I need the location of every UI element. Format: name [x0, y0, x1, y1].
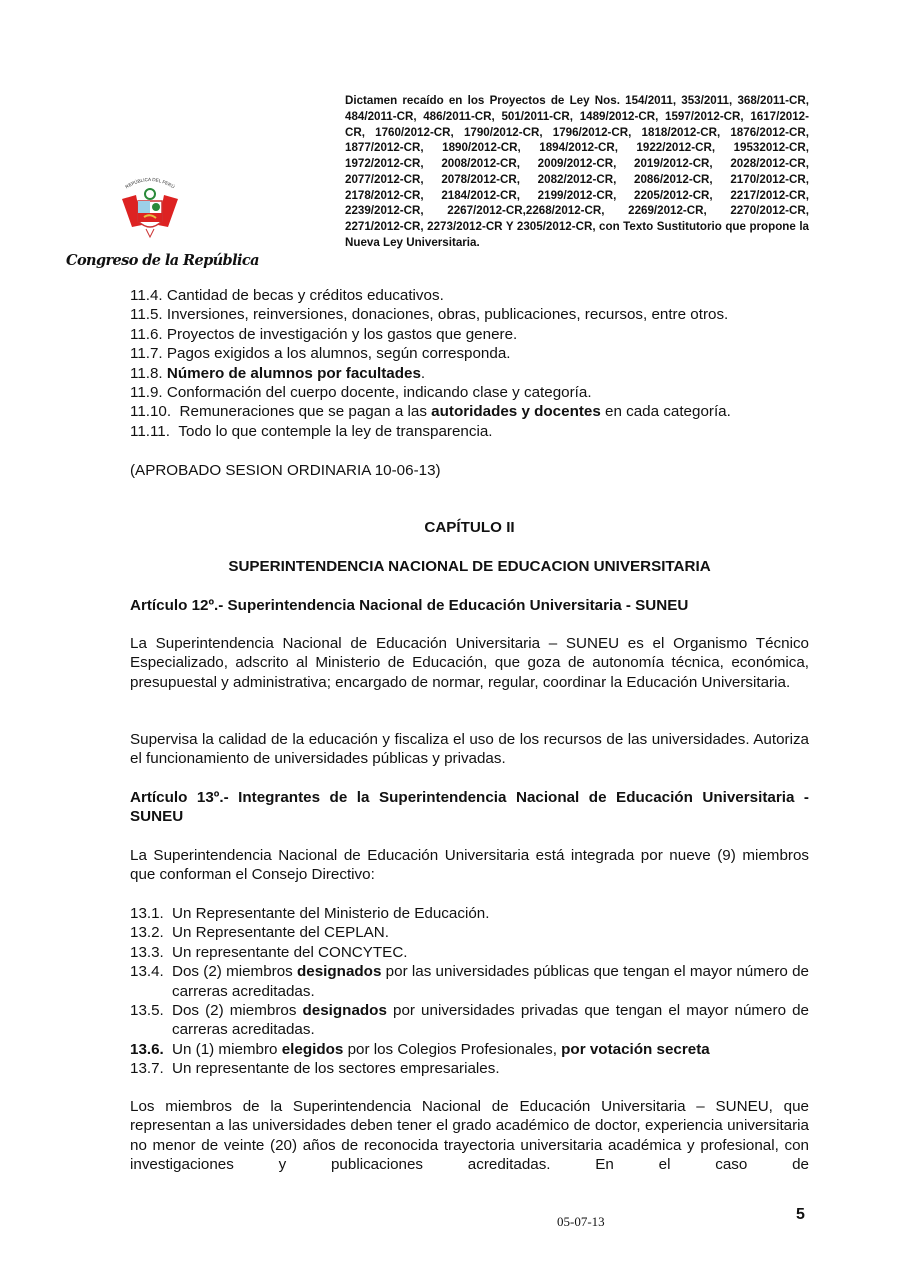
item-text — [172, 1059, 809, 1078]
item-number: 11.5. — [130, 306, 167, 324]
list-item — [130, 904, 809, 923]
congreso-logo-caption: Congreso de la República — [66, 252, 259, 269]
item-text-part: Un representante del CONCYTEC. — [172, 943, 408, 961]
item-text-part: Un representante de los sectores empresariales. — [172, 1060, 500, 1078]
item-text-part: Un (1) miembro — [172, 1040, 282, 1058]
item-text-part: designados — [302, 1002, 387, 1020]
item-number: 11.6. — [130, 325, 167, 343]
page-number: 5 — [796, 1206, 805, 1223]
item-text-bold: Número de alumnos por facultades — [166, 364, 421, 382]
item-text-part: por universidades privadas que tengan el mayor número de carreras acreditadas. — [172, 1002, 809, 1039]
list-item — [130, 364, 809, 383]
article-13-title: Artículo 13º.- Integrantes de la Superintendencia Nacional de Educación Universitaria - SUNEU — [130, 789, 809, 826]
item-number: 13.5. — [130, 1002, 164, 1020]
list-item — [130, 305, 809, 324]
chapter-heading: CAPÍTULO II — [424, 519, 515, 536]
item-text — [167, 383, 592, 402]
list-item — [130, 1001, 809, 1040]
item-text — [180, 402, 731, 421]
list-item — [130, 286, 809, 305]
item-text-part: por las universidades públicas que tengan el mayor número de carreras acreditadas. — [172, 963, 809, 1000]
item-number: 13.2. — [130, 924, 164, 942]
item-number: 11.4. — [130, 287, 167, 304]
item-text — [167, 325, 517, 344]
list-item — [130, 962, 809, 1001]
list-item — [130, 943, 809, 962]
article-12-title: Artículo 12º.- Superintendencia Nacional de Educación Universitaria - SUNEU — [130, 597, 689, 614]
item-number: 13.7. — [130, 1060, 164, 1078]
item-text-part: por votación secreta — [561, 1040, 710, 1058]
item-number: 11.7. — [130, 345, 167, 363]
list-item — [130, 923, 809, 942]
item-text-pre: Proyectos de investigación y los gastos que genere. — [166, 325, 518, 343]
item-text-pre: Pagos exigidos a los alumnos, según corresponda. — [166, 345, 511, 363]
article-12-paragraph-2: Supervisa la calidad de la educación y fiscaliza el uso de los recursos de las universidades. Autoriza el funcionamiento de universidades públicas y privadas. — [130, 731, 809, 768]
item-text-pre: Todo lo que contemple la ley de transparencia. — [178, 422, 493, 440]
item-text — [172, 943, 809, 962]
item-text-part: elegidos — [281, 1040, 344, 1058]
dictamen-header: Dictamen recaído en los Proyectos de Ley Nos. 154/2011, 353/2011, 368/2011-CR, 484/2011-CR, 486/2011-CR, 501/2011-CR, 1489/2012-CR, 1597/2012-CR, 1617/2012-CR, 1760/2012-CR, 1790/2012-CR, 1796/2012-CR, 1818/2012-CR, 1876/2012-CR, 1877/2012-CR, 1890/2012-CR, 1894/2012-CR, 1922/2012-CR, 19532012-CR, 1972/2012-CR, 2008/2012-CR, 2009/2012-CR, 2019/2012-CR, 2028/2012-CR, 2077/2012-CR, 2078/2012-CR, 2082/2012-CR, 2086/2012-CR, 2170/2012-CR, 2178/2012-CR, 2184/2012-CR, 2199/2012-CR, 2205/2012-CR, 2217/2012-CR, 2239/2012-CR, 2267/2012-CR,2268/2012-CR, 2269/2012-CR, 2270/2012-CR, 2271/2012-CR, 2273/2012-CR Y 2305/2012-CR, con Texto Sustitutorio que propone la Nueva Ley Universitaria. — [345, 94, 809, 249]
list-11 — [130, 286, 809, 441]
crest-text-path: REPÚBLICA DEL PERÚ — [124, 176, 176, 190]
item-text — [167, 305, 728, 324]
item-text-part: designados — [297, 963, 382, 981]
item-text — [178, 422, 492, 441]
item-number: 13.4. — [130, 963, 164, 981]
item-text — [172, 1040, 809, 1059]
article-12-paragraph-1: La Superintendencia Nacional de Educación Universitaria – SUNEU es el Organismo Técnico Especializado, adscrito al Ministerio de Educación, que goza de autonomía técnica, económica, presupuestal y administrativa; encargado de normar, regular, coordinar la Educación Universitaria. — [130, 635, 809, 691]
item-number: 11.10. — [130, 403, 180, 421]
item-number: 13.6. — [130, 1040, 164, 1058]
item-text — [172, 923, 809, 942]
list-item — [130, 325, 809, 344]
approval-note: (APROBADO SESION ORDINARIA 10-06-13) — [130, 462, 441, 479]
item-text — [167, 286, 444, 305]
item-text — [167, 364, 425, 383]
item-text-pre: Conformación del cuerpo docente, indicando clase y categoría. — [166, 384, 592, 402]
item-number: 13.3. — [130, 943, 164, 961]
list-13 — [130, 904, 809, 1079]
item-text-post: en cada categoría. — [600, 403, 731, 421]
item-text-pre: Inversiones, reinversiones, donaciones, obras, publicaciones, recursos, entre otros. — [166, 306, 729, 324]
item-text — [172, 1001, 809, 1040]
item-text-part: Dos (2) miembros — [172, 1002, 303, 1020]
peru-coat-of-arms-logo — [118, 177, 182, 243]
item-text — [172, 962, 809, 1001]
article-13-paragraph-2: Los miembros de la Superintendencia Nacional de Educación Universitaria – SUNEU, que representan a las universidades deben tener el grado académico de doctor, experiencia universitaria no menor de veinte (20) años de reconocida trayectoria universitaria académica y profesional, con investigaciones y publicaciones acreditadas. En el caso de — [130, 1098, 809, 1174]
item-number: 11.9. — [130, 384, 167, 402]
item-text — [167, 344, 511, 363]
item-text-pre: Cantidad de becas y créditos educativos. — [166, 287, 444, 304]
list-item — [130, 1040, 809, 1059]
list-item — [130, 344, 809, 363]
item-text-part: Un Representante del Ministerio de Educación. — [172, 905, 490, 922]
item-text — [172, 904, 809, 923]
list-item — [130, 402, 809, 421]
article-13-paragraph-1: La Superintendencia Nacional de Educación Universitaria está integrada por nueve (9) miembros que conforman el Consejo Directivo: — [130, 847, 809, 884]
item-number: 13.1. — [130, 905, 164, 922]
footer-date: 05-07-13 — [557, 1214, 605, 1229]
item-text-part: Dos (2) miembros — [172, 963, 298, 981]
item-text-bold: autoridades y docentes — [431, 403, 601, 421]
item-text-post: . — [420, 364, 426, 382]
item-text-part: por los Colegios Profesionales, — [343, 1040, 562, 1058]
item-number: 11.11. — [130, 422, 179, 440]
crest-text — [124, 177, 176, 189]
list-item — [130, 1059, 809, 1078]
item-text-pre: Remuneraciones que se pagan a las — [179, 403, 432, 421]
chapter-title: SUPERINTENDENCIA NACIONAL DE EDUCACION UNIVERSITARIA — [228, 558, 711, 575]
item-text-part: Un Representante del CEPLAN. — [172, 924, 389, 942]
item-number: 11.8. — [130, 364, 167, 382]
list-item — [130, 422, 809, 441]
list-item — [130, 383, 809, 402]
